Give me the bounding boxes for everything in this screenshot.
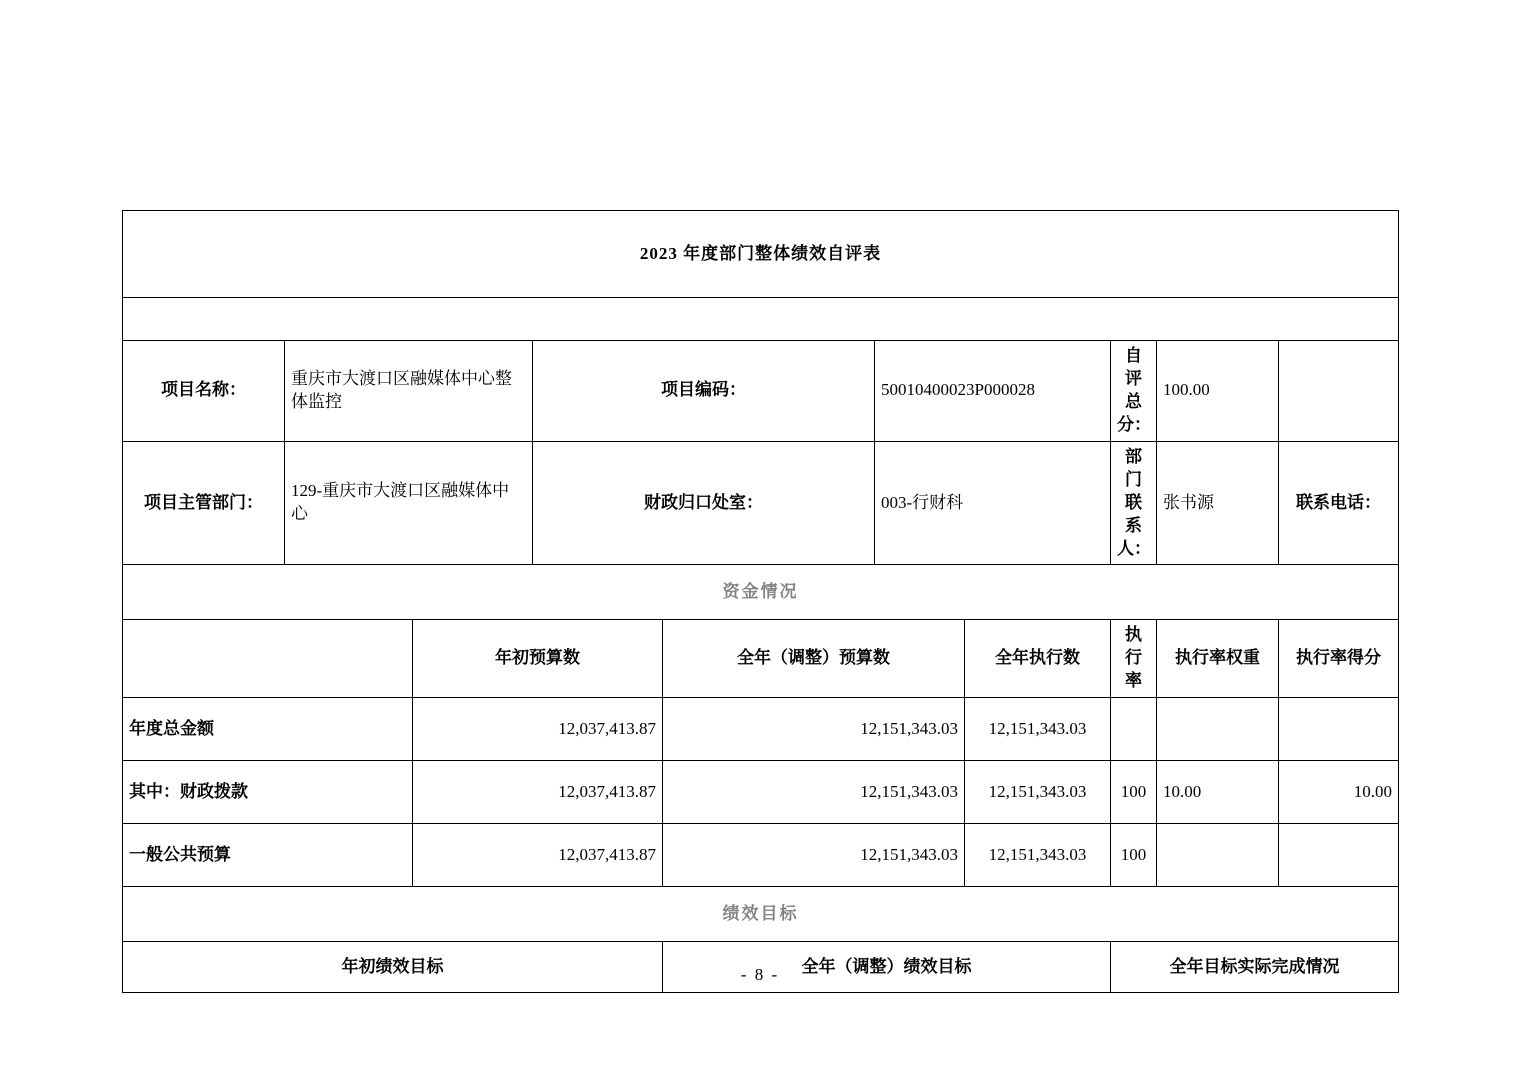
self-score-value: 100.00 [1157, 341, 1279, 442]
funds-row-1-weight: 10.00 [1157, 761, 1279, 824]
contact-value: 张书源 [1157, 441, 1279, 565]
goals-col-adjusted: 全年（调整）绩效目标 [663, 942, 1111, 993]
funds-row-2-executed: 12,151,343.03 [965, 824, 1111, 887]
page-title: 2023 年度部门整体绩效自评表 [123, 211, 1399, 298]
funds-col-score: 执行率得分 [1279, 620, 1399, 698]
funds-row-1-score: 10.00 [1279, 761, 1399, 824]
table-row [123, 824, 1399, 887]
table-row [123, 698, 1399, 761]
title-row [123, 211, 1399, 298]
funds-row-0-initial: 12,037,413.87 [413, 698, 663, 761]
spacer-cell [123, 298, 1399, 341]
goals-col-actual: 全年目标实际完成情况 [1111, 942, 1399, 993]
project-info-row-1 [123, 341, 1399, 442]
performance-self-evaluation-table [122, 210, 1399, 993]
funds-row-1-executed: 12,151,343.03 [965, 761, 1111, 824]
dept-value: 129-重庆市大渡口区融媒体中心 [285, 441, 533, 565]
funds-row-1-label: 其中：财政拨款 [123, 761, 413, 824]
funds-row-0-score [1279, 698, 1399, 761]
page-number: - 8 - [740, 965, 780, 984]
funds-col-adjusted: 全年（调整）预算数 [663, 620, 965, 698]
funds-col-rate: 执行率 [1111, 620, 1157, 698]
funds-row-2-weight [1157, 824, 1279, 887]
self-score-label: 自评总分： [1111, 341, 1157, 442]
funds-row-0-weight [1157, 698, 1279, 761]
funds-col-initial: 年初预算数 [413, 620, 663, 698]
goals-col-initial: 年初绩效目标 [123, 942, 663, 993]
funds-row-2-score [1279, 824, 1399, 887]
funds-row-0-label: 年度总金额 [123, 698, 413, 761]
funds-col-executed: 全年执行数 [965, 620, 1111, 698]
empty-cell-1 [1279, 341, 1399, 442]
funds-col-blank [123, 620, 413, 698]
project-name-label: 项目名称： [123, 341, 285, 442]
funds-row-0-adjusted: 12,151,343.03 [663, 698, 965, 761]
funds-row-2-label: 一般公共预算 [123, 824, 413, 887]
finance-office-label: 财政归口处室： [533, 441, 875, 565]
goals-section-title: 绩效目标 [123, 887, 1399, 942]
project-code-value: 50010400023P000028 [875, 341, 1111, 442]
funds-row-2-rate: 100 [1111, 824, 1157, 887]
funds-section-row [123, 565, 1399, 620]
funds-header-row [123, 620, 1399, 698]
funds-col-weight: 执行率权重 [1157, 620, 1279, 698]
funds-row-1-adjusted: 12,151,343.03 [663, 761, 965, 824]
table-row [123, 761, 1399, 824]
dept-label: 项目主管部门： [123, 441, 285, 565]
goals-section-row [123, 887, 1399, 942]
funds-row-2-initial: 12,037,413.87 [413, 824, 663, 887]
phone-label: 联系电话： [1279, 441, 1399, 565]
funds-section-title: 资金情况 [123, 565, 1399, 620]
spacer-row [123, 298, 1399, 341]
finance-office-value: 003-行财科 [875, 441, 1111, 565]
funds-row-0-executed: 12,151,343.03 [965, 698, 1111, 761]
project-name-value: 重庆市大渡口区融媒体中心整体监控 [285, 341, 533, 442]
project-code-label: 项目编码： [533, 341, 875, 442]
project-info-row-2 [123, 441, 1399, 565]
funds-row-1-initial: 12,037,413.87 [413, 761, 663, 824]
funds-row-0-rate [1111, 698, 1157, 761]
funds-row-1-rate: 100 [1111, 761, 1157, 824]
funds-row-2-adjusted: 12,151,343.03 [663, 824, 965, 887]
contact-label: 部门联系人： [1111, 441, 1157, 565]
